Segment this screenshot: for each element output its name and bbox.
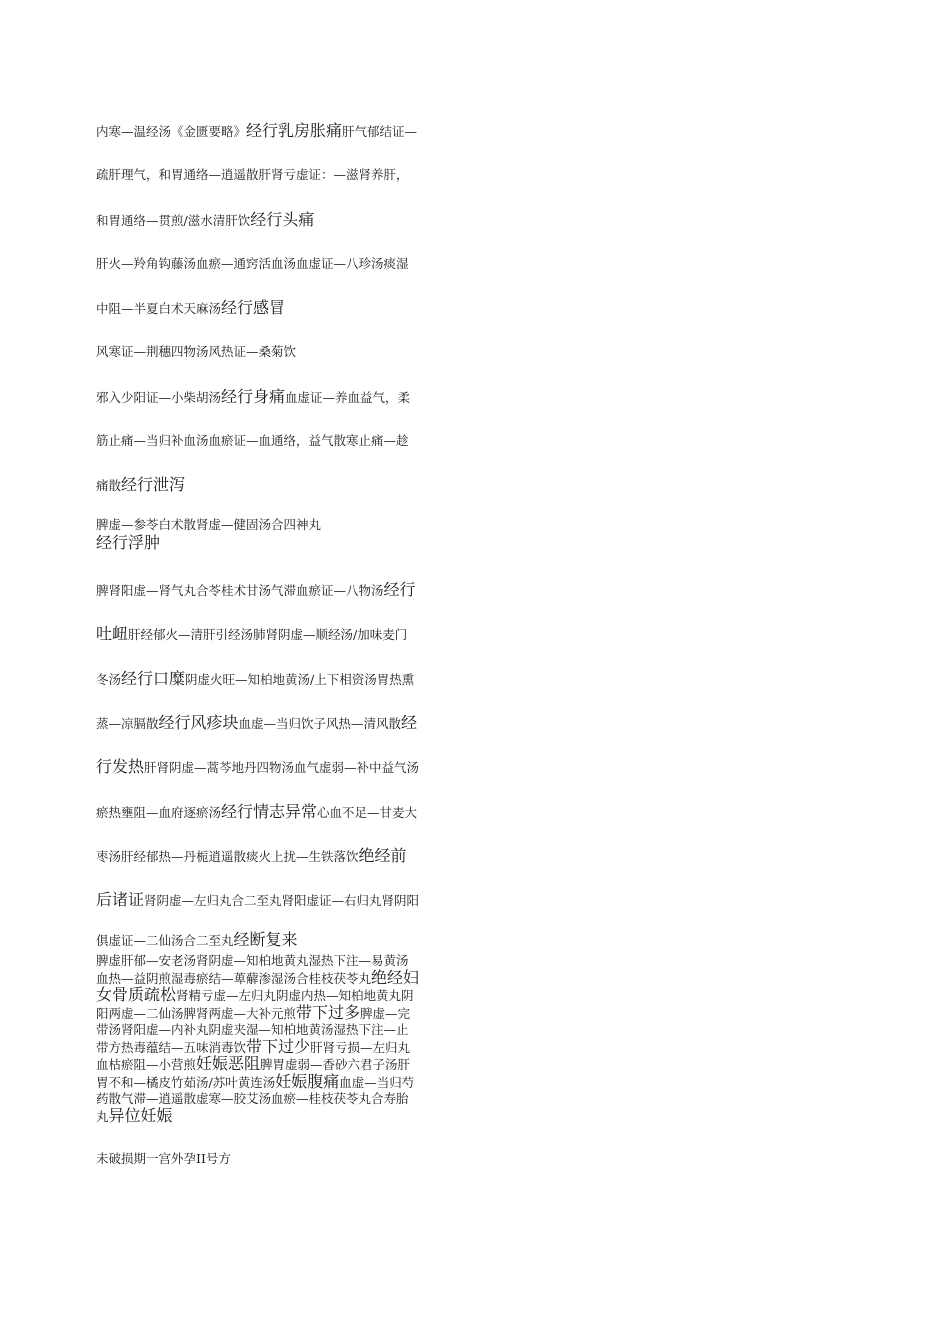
body-text: 肾精亏虚—左归丸阴虚内热—知柏地黄丸阴 bbox=[176, 988, 414, 1004]
text-line bbox=[96, 251, 456, 295]
heading-text: 妊娠恶阻 bbox=[196, 1054, 261, 1074]
text-line bbox=[96, 799, 456, 843]
heading-text: 吐衄 bbox=[96, 624, 129, 644]
text-line bbox=[96, 207, 456, 251]
body-text: 丸 bbox=[96, 1108, 109, 1124]
body-text: 脾虚—完 bbox=[360, 1005, 411, 1021]
body-text: 疏肝理气，和胃通络—逍遥散肝肾亏虚证：—滋肾养肝， bbox=[96, 167, 409, 183]
heading-text: 经行泄泻 bbox=[121, 475, 186, 495]
text-line bbox=[96, 843, 456, 887]
body-text: 俱虚证—二仙汤合二至丸 bbox=[96, 932, 234, 948]
body-text: 肝火—羚角钩藤汤血瘀—通窍活血汤血虚证—八珍汤痰湿 bbox=[96, 255, 409, 271]
body-text: 肝经郁火—清肝引经汤肺肾阴虚—顺经汤/加味麦门 bbox=[128, 627, 408, 643]
heading-text: 经 bbox=[401, 713, 418, 733]
heading-text: 经行头痛 bbox=[250, 209, 315, 229]
body-text: 痛散 bbox=[96, 478, 122, 494]
body-text: 脾胃虚弱—香砂六君子汤肝 bbox=[260, 1057, 411, 1073]
text-line bbox=[96, 295, 456, 339]
heading-text: 带下过少 bbox=[246, 1036, 311, 1056]
heading-text: 异位妊娠 bbox=[108, 1105, 173, 1125]
text-line bbox=[96, 1036, 456, 1057]
body-text: 带汤肾阳虚—内补丸阴虚夹湿—知柏地黄汤湿热下注—止 bbox=[96, 1022, 409, 1038]
text-line bbox=[96, 339, 456, 383]
text-line bbox=[96, 754, 456, 798]
heading-text: 经行乳房胀痛 bbox=[246, 121, 343, 140]
body-text: 带方热毒蕴结—五味消毒饮 bbox=[96, 1039, 247, 1055]
body-text: 肝肾亏损—左归丸 bbox=[310, 1039, 411, 1055]
heading-text: 经行情志异常 bbox=[221, 801, 318, 821]
section-jingduan-fulai bbox=[96, 929, 456, 950]
body-text: 风寒证—荆穗四物汤风热证—桑菊饮 bbox=[96, 344, 297, 360]
body-text: 瘀热壅阻—血府逐瘀汤 bbox=[96, 804, 222, 820]
section-menstrual-disorders-2 bbox=[96, 577, 456, 931]
text-line bbox=[96, 929, 456, 950]
text-line bbox=[96, 162, 456, 206]
heading-jingxing-fuzhong: 经行浮肿 bbox=[96, 533, 161, 553]
body-text: 胃不和—橘皮竹茹汤/苏叶黄连汤 bbox=[96, 1074, 276, 1090]
section-spleen-kidney bbox=[96, 517, 456, 534]
body-text: 心血不足—甘麦大 bbox=[317, 804, 418, 820]
text-line bbox=[96, 710, 456, 754]
body-text: 血虚—当归饮子风热—清风散 bbox=[238, 716, 402, 732]
body-text: 肝肾阴虚—蒿芩地丹四物汤血气虚弱—补中益气汤 bbox=[144, 760, 420, 776]
heading-text: 经行身痛 bbox=[221, 386, 286, 406]
text-line bbox=[96, 517, 456, 534]
body-text: 筋止痛—当归补血汤血瘀证—血通络，益气散寒止痛—趁 bbox=[96, 433, 409, 449]
heading-text: 经行感冒 bbox=[221, 298, 286, 318]
body-text: 阳两虚—二仙汤脾肾两虚—大补元煎 bbox=[96, 1005, 297, 1021]
heading-text: 带下过多 bbox=[296, 1002, 361, 1022]
body-text: 邪入少阳证—小柴胡汤 bbox=[96, 389, 222, 405]
heading-text: 绝经前 bbox=[358, 845, 407, 865]
text-line bbox=[96, 666, 456, 710]
text-line bbox=[96, 621, 456, 665]
last-line: 未破损期一宫外孕II号方 bbox=[96, 1151, 231, 1167]
body-text: 内寒—温经汤《金匮要略》 bbox=[96, 124, 247, 139]
heading-text: 绝经妇 bbox=[371, 967, 420, 987]
document-body bbox=[96, 118, 456, 1169]
text-line bbox=[96, 118, 456, 162]
body-text: 蒸—凉膈散 bbox=[96, 716, 159, 732]
heading-text: 经断复来 bbox=[233, 929, 298, 949]
heading-text: 后诸证 bbox=[96, 890, 145, 910]
body-text: 冬汤 bbox=[96, 671, 122, 687]
section-menstrual-disorders bbox=[96, 118, 456, 517]
body-text: 和胃通络—贯煎/滋水清肝饮 bbox=[96, 212, 251, 228]
body-text: 脾虚—参苓白术散肾虚—健固汤合四神丸 bbox=[96, 516, 322, 532]
text-line bbox=[96, 1002, 456, 1023]
text-line bbox=[96, 428, 456, 472]
text-line bbox=[96, 1105, 456, 1126]
body-text: 肾阴虚—左归丸合二至丸肾阳虚证—右归丸肾阴阳 bbox=[144, 893, 420, 909]
heading-text: 经行风疹块 bbox=[158, 713, 239, 733]
heading-text: 经行口糜 bbox=[121, 668, 186, 688]
text-line bbox=[96, 472, 456, 516]
text-line bbox=[96, 577, 456, 621]
body-text: 中阻—半夏白术天麻汤 bbox=[96, 301, 222, 317]
text-line bbox=[96, 384, 456, 428]
body-text: 血虚—当归芍 bbox=[339, 1074, 415, 1090]
text-line bbox=[96, 987, 456, 1005]
body-text: 药散气滞—逍遥散虚寒—胶艾汤血瘀—桂枝茯苓丸合寿胎 bbox=[96, 1091, 409, 1107]
body-text: 血热—益阴煎湿毒瘀结—萆薢渗湿汤合桂枝茯苓丸 bbox=[96, 970, 372, 986]
heading-text: 妊娠腹痛 bbox=[275, 1071, 340, 1091]
body-text: 血枯瘀阻—小营煎 bbox=[96, 1057, 197, 1073]
body-text: 枣汤肝经郁热—丹栀逍遥散痰火上扰—生铁落饮 bbox=[96, 848, 359, 864]
body-text: 肝气郁结证— bbox=[342, 124, 418, 139]
body-text: 脾虚肝郁—安老汤肾阴虚—知柏地黄丸湿热下注—易黄汤 bbox=[96, 953, 409, 969]
heading-text: 女骨质疏松 bbox=[96, 985, 177, 1005]
heading-text: 经行 bbox=[383, 580, 416, 600]
body-text: 血虚证—养血益气，柔 bbox=[285, 389, 411, 405]
text-line bbox=[96, 1071, 456, 1092]
body-text: 阴虚火旺—知柏地黄汤/上下相资汤胃热熏 bbox=[185, 671, 415, 687]
body-text: 脾肾阳虚—肾气丸合苓桂术甘汤气滞血瘀证—八物汤 bbox=[96, 583, 384, 599]
section-gynecology-list bbox=[96, 953, 456, 1125]
text-line bbox=[96, 887, 456, 931]
heading-text: 行发热 bbox=[96, 757, 145, 777]
